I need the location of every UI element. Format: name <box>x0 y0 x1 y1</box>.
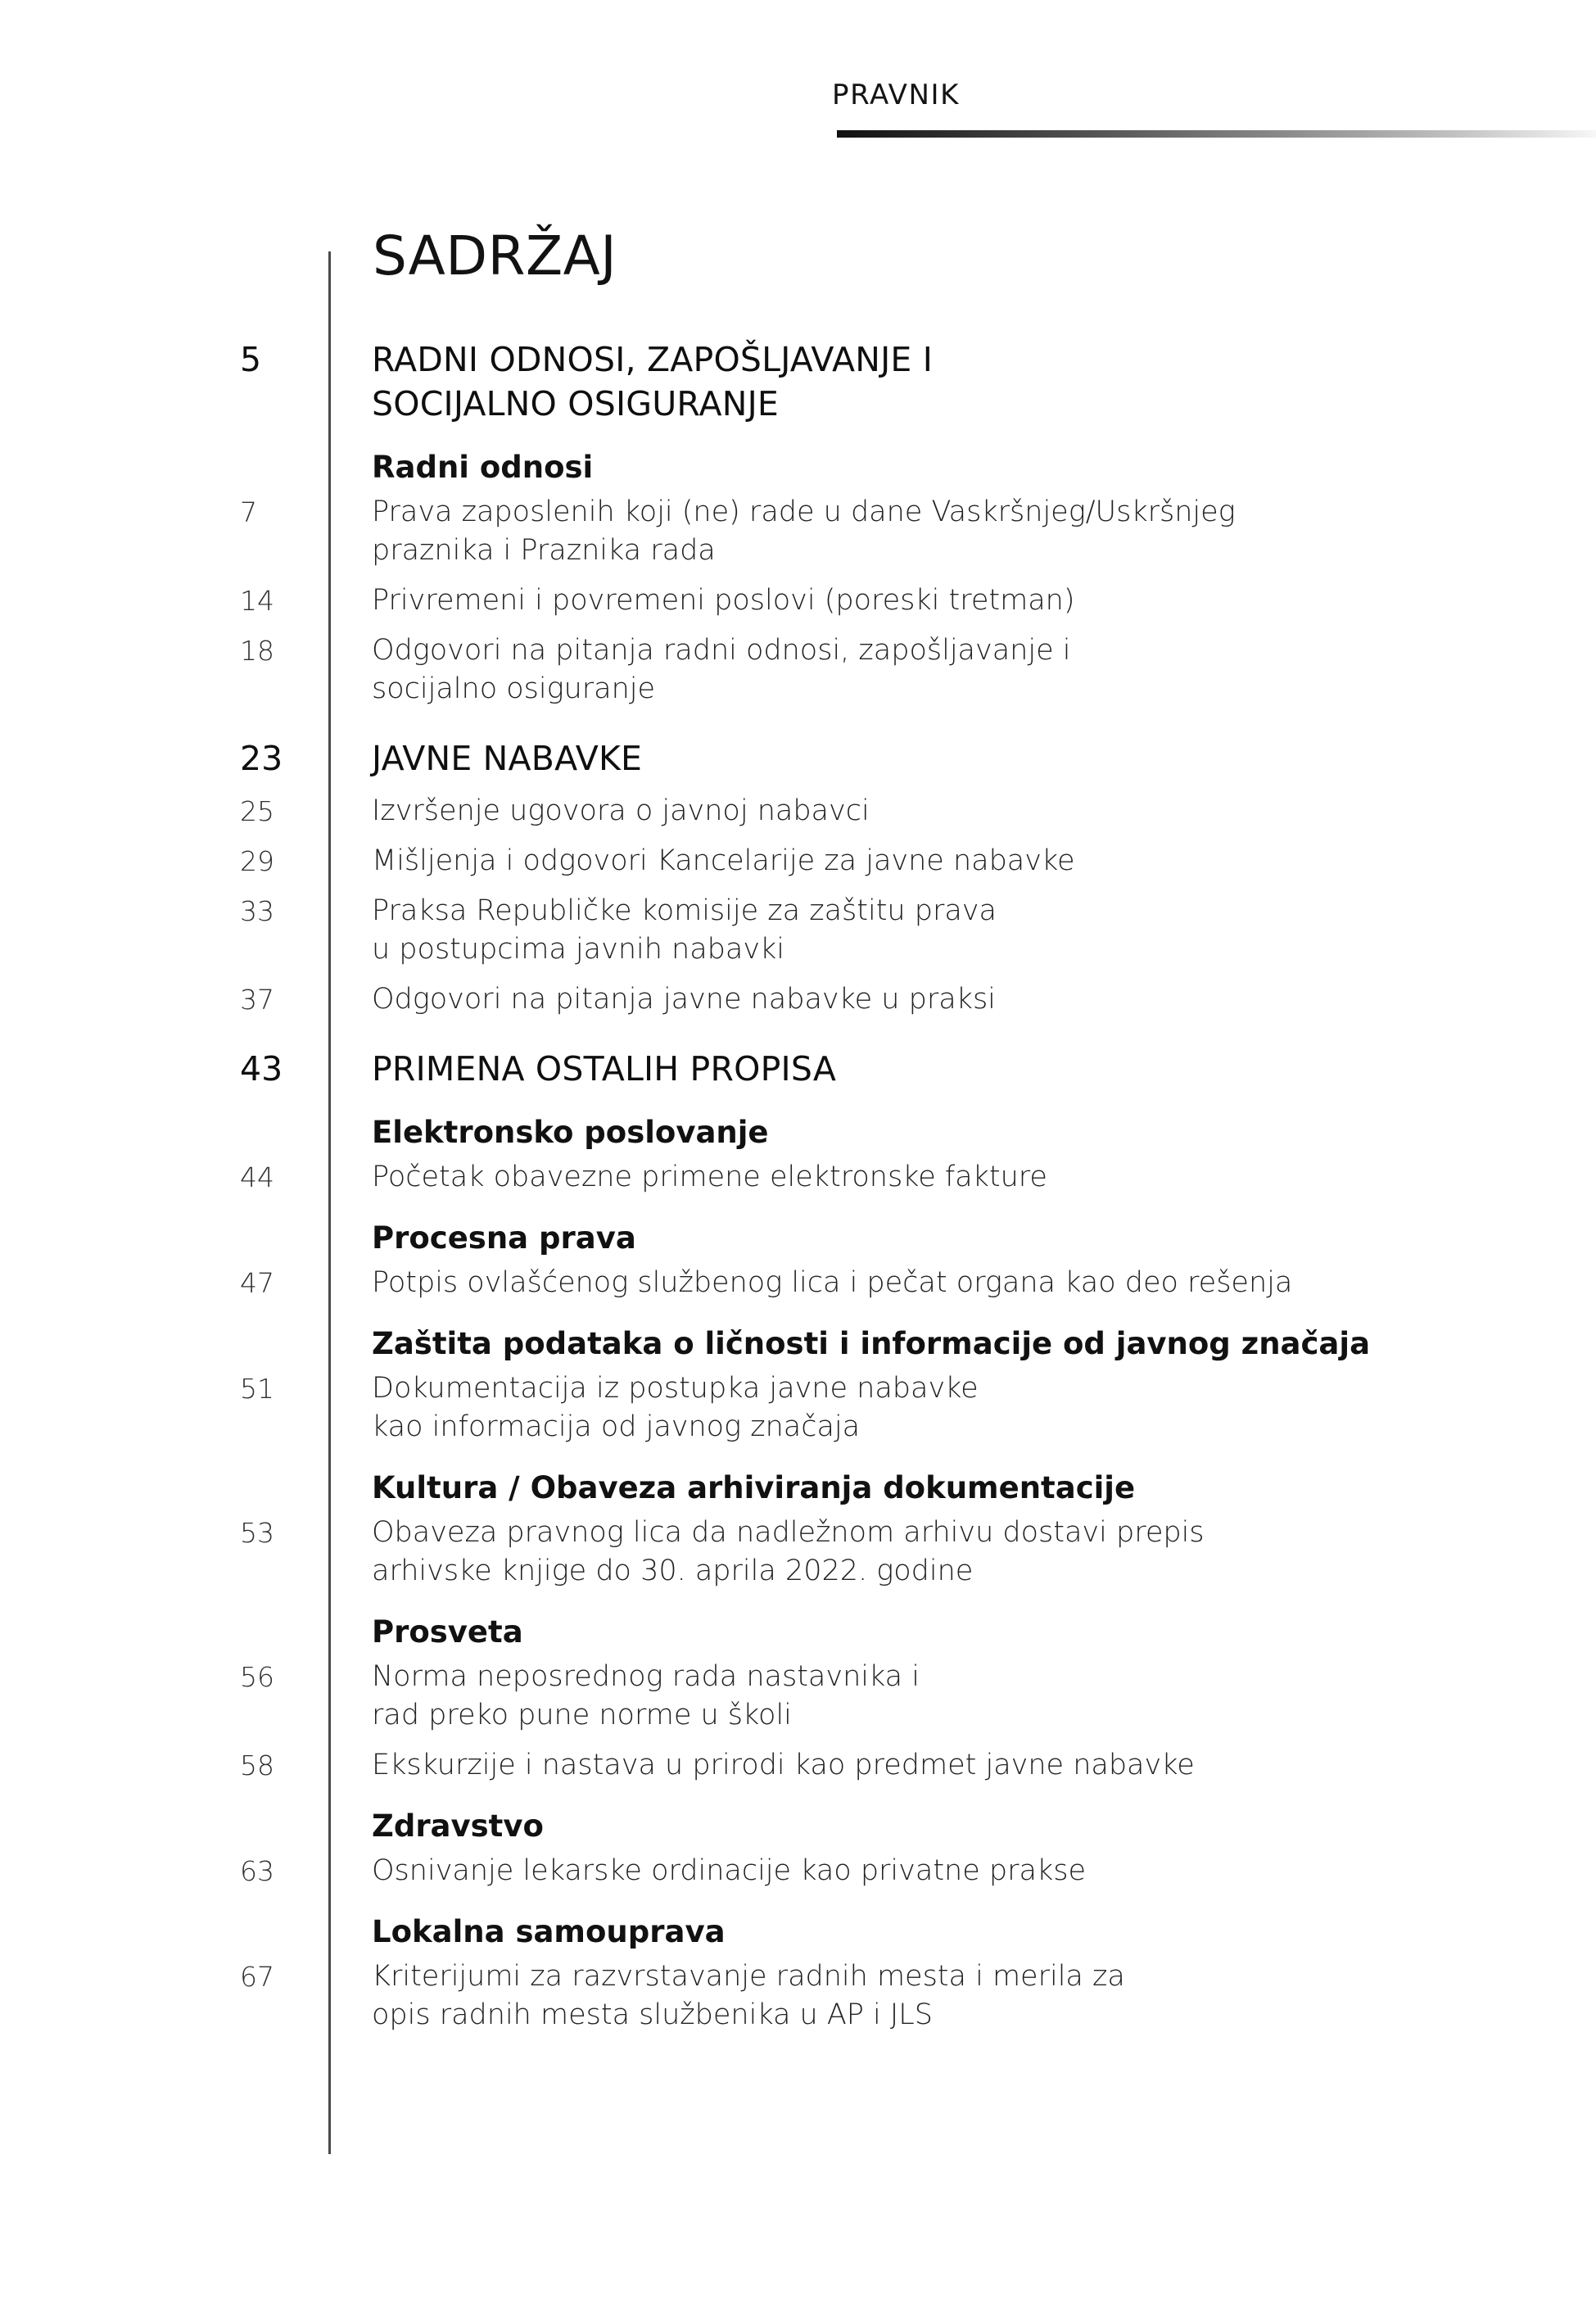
subsection-title <box>328 1806 544 1847</box>
page-number: 29 <box>240 845 274 877</box>
entry-title <box>328 1369 979 1446</box>
page-number: 47 <box>240 1267 274 1299</box>
entry-title <box>328 1158 1047 1197</box>
page-number: 44 <box>240 1161 274 1193</box>
title-line: socijalno osiguranje <box>372 672 656 705</box>
page-number: 7 <box>240 496 257 528</box>
title-line: Zdravstvo <box>372 1808 544 1844</box>
toc-subheading-row[interactable] <box>0 447 1596 488</box>
page-number: 51 <box>240 1373 274 1405</box>
page-number: 56 <box>240 1661 274 1693</box>
toc-entry-row[interactable] <box>0 1514 1596 1591</box>
toc-entry-row[interactable] <box>0 1746 1596 1785</box>
toc-subheading-row[interactable] <box>0 1324 1596 1365</box>
title-line: JAVNE NABAVKE <box>372 739 643 778</box>
title-line: Odgovori na pitanja javne nabavke u praksi <box>372 983 996 1016</box>
page-number: 5 <box>240 340 262 379</box>
title-line: Kriterijumi za razvrstavanje radnih mesta i merila za <box>372 1960 1125 1993</box>
toc-entry-row[interactable] <box>0 582 1596 620</box>
toc-subheading-row[interactable] <box>0 1218 1596 1259</box>
title-line: rad preko pune norme u školi <box>372 1699 792 1731</box>
title-line: PRIMENA OSTALIH PROPISA <box>372 1049 837 1089</box>
page-number: 67 <box>240 1961 274 1993</box>
entry-title <box>328 1514 1205 1591</box>
title-line: arhivske knjige do 30. aprila 2022. godine <box>372 1555 974 1587</box>
title-line: Praksa Republičke komisije za zaštitu prava <box>372 894 997 927</box>
title-line: Potpis ovlašćenog službenog lica i pečat organa kao deo rešenja <box>372 1266 1293 1299</box>
page-number: 53 <box>240 1517 274 1549</box>
title-line: SOCIJALNO OSIGURANJE <box>372 384 779 423</box>
page-number: 14 <box>240 585 274 617</box>
section-title <box>328 736 642 781</box>
page-number: 58 <box>240 1749 274 1781</box>
section-title <box>328 1047 836 1091</box>
title-line: RADNI ODNOSI, ZAPOŠLJAVANJE I <box>372 340 934 379</box>
page-title: SADRŽAJ <box>373 224 617 287</box>
title-line: Norma neposrednog rada nastavnika i <box>372 1660 920 1693</box>
page-number: 43 <box>240 1049 283 1089</box>
page-number: 18 <box>240 635 274 667</box>
entry-title <box>328 1958 1125 2035</box>
toc-subheading-row[interactable] <box>0 1912 1596 1953</box>
subsection-title <box>328 1218 636 1259</box>
section-title <box>328 337 933 426</box>
toc-subheading-row[interactable] <box>0 1806 1596 1847</box>
entry-title <box>328 1264 1292 1302</box>
subsection-title <box>328 1468 1135 1509</box>
title-line: Ekskurzije i nastava u prirodi kao predmet javne nabavke <box>372 1749 1195 1781</box>
subsection-title <box>328 447 593 488</box>
title-line: Prosveta <box>372 1614 523 1650</box>
toc-subheading-row[interactable] <box>0 1468 1596 1509</box>
title-line: Radni odnosi <box>372 450 594 485</box>
title-line: kao informacija od javnog značaja <box>372 1410 861 1443</box>
title-line: Obaveza pravnog lica da nadležnom arhivu dostavi prepis <box>372 1516 1205 1549</box>
subsection-title <box>328 1112 769 1153</box>
entry-title <box>328 1746 1195 1785</box>
entry-title <box>328 1658 920 1735</box>
title-line: Lokalna samouprava <box>372 1914 726 1949</box>
table-of-contents <box>0 224 1596 2035</box>
page-header <box>0 0 1596 143</box>
entry-title <box>328 792 870 831</box>
toc-entry-row[interactable] <box>0 1852 1596 1890</box>
page-number: 25 <box>240 795 274 827</box>
entry-title <box>328 493 1236 570</box>
entry-title <box>328 582 1074 620</box>
title-line: Procesna prava <box>372 1220 636 1256</box>
title-line: Osnivanje lekarske ordinacije kao privatne prakse <box>372 1854 1086 1887</box>
title-line: Izvršenje ugovora o javnoj nabavci <box>372 794 870 827</box>
toc-entry-row[interactable] <box>0 792 1596 831</box>
title-line: opis radnih mesta službenika u AP i JLS <box>372 1998 933 2031</box>
subsection-title <box>328 1912 726 1953</box>
toc-entry-row[interactable] <box>0 1369 1596 1446</box>
subsection-title <box>328 1612 523 1653</box>
title-line: Mišljenja i odgovori Kancelarije za javne nabavke <box>372 844 1075 877</box>
entry-title <box>328 892 997 969</box>
toc-section-row[interactable] <box>0 1047 1596 1091</box>
entry-title <box>328 842 1075 880</box>
toc-entry-row[interactable] <box>0 980 1596 1019</box>
title-line: Dokumentacija iz postupka javne nabavke <box>372 1372 979 1405</box>
title-line: u postupcima javnih nabavki <box>372 933 785 966</box>
publication-title: PRAVNIK <box>832 79 961 111</box>
title-line: Odgovori na pitanja radni odnosi, zapošljavanje i <box>372 634 1071 667</box>
entry-title <box>328 631 1070 708</box>
title-line: praznika i Praznika rada <box>372 534 716 567</box>
page-number: 33 <box>240 895 274 927</box>
toc-entry-row[interactable] <box>0 892 1596 969</box>
page-number: 63 <box>240 1855 274 1887</box>
entry-title <box>328 980 996 1019</box>
page-number: 23 <box>240 739 283 778</box>
toc-entry-row[interactable] <box>0 1264 1596 1302</box>
toc-entry-list <box>0 337 1596 2035</box>
toc-section-row[interactable] <box>0 736 1596 781</box>
page-number: 37 <box>240 984 274 1016</box>
toc-section-row[interactable] <box>0 337 1596 426</box>
header-gradient-rule <box>837 130 1596 138</box>
toc-entry-row[interactable] <box>0 1158 1596 1197</box>
toc-entry-row[interactable] <box>0 1658 1596 1735</box>
title-line: Elektronsko poslovanje <box>372 1115 769 1150</box>
entry-title <box>328 1852 1086 1890</box>
subsection-title <box>328 1324 1370 1365</box>
toc-entry-row[interactable] <box>0 842 1596 880</box>
title-line: Početak obavezne primene elektronske fakture <box>372 1161 1047 1193</box>
toc-entry-row[interactable] <box>0 493 1596 570</box>
toc-subheading-row[interactable] <box>0 1612 1596 1653</box>
toc-entry-row[interactable] <box>0 631 1596 708</box>
title-line: Kultura / Obaveza arhiviranja dokumentacije <box>372 1470 1136 1505</box>
toc-subheading-row[interactable] <box>0 1112 1596 1153</box>
title-line: Prava zaposlenih koji (ne) rade u dane Vaskršnjeg/Uskršnjeg <box>372 496 1236 528</box>
title-line: Privremeni i povremeni poslovi (poreski tretman) <box>372 584 1075 617</box>
toc-entry-row[interactable] <box>0 1958 1596 2035</box>
title-line: Zaštita podataka o ličnosti i informacije od javnog značaja <box>372 1326 1371 1361</box>
